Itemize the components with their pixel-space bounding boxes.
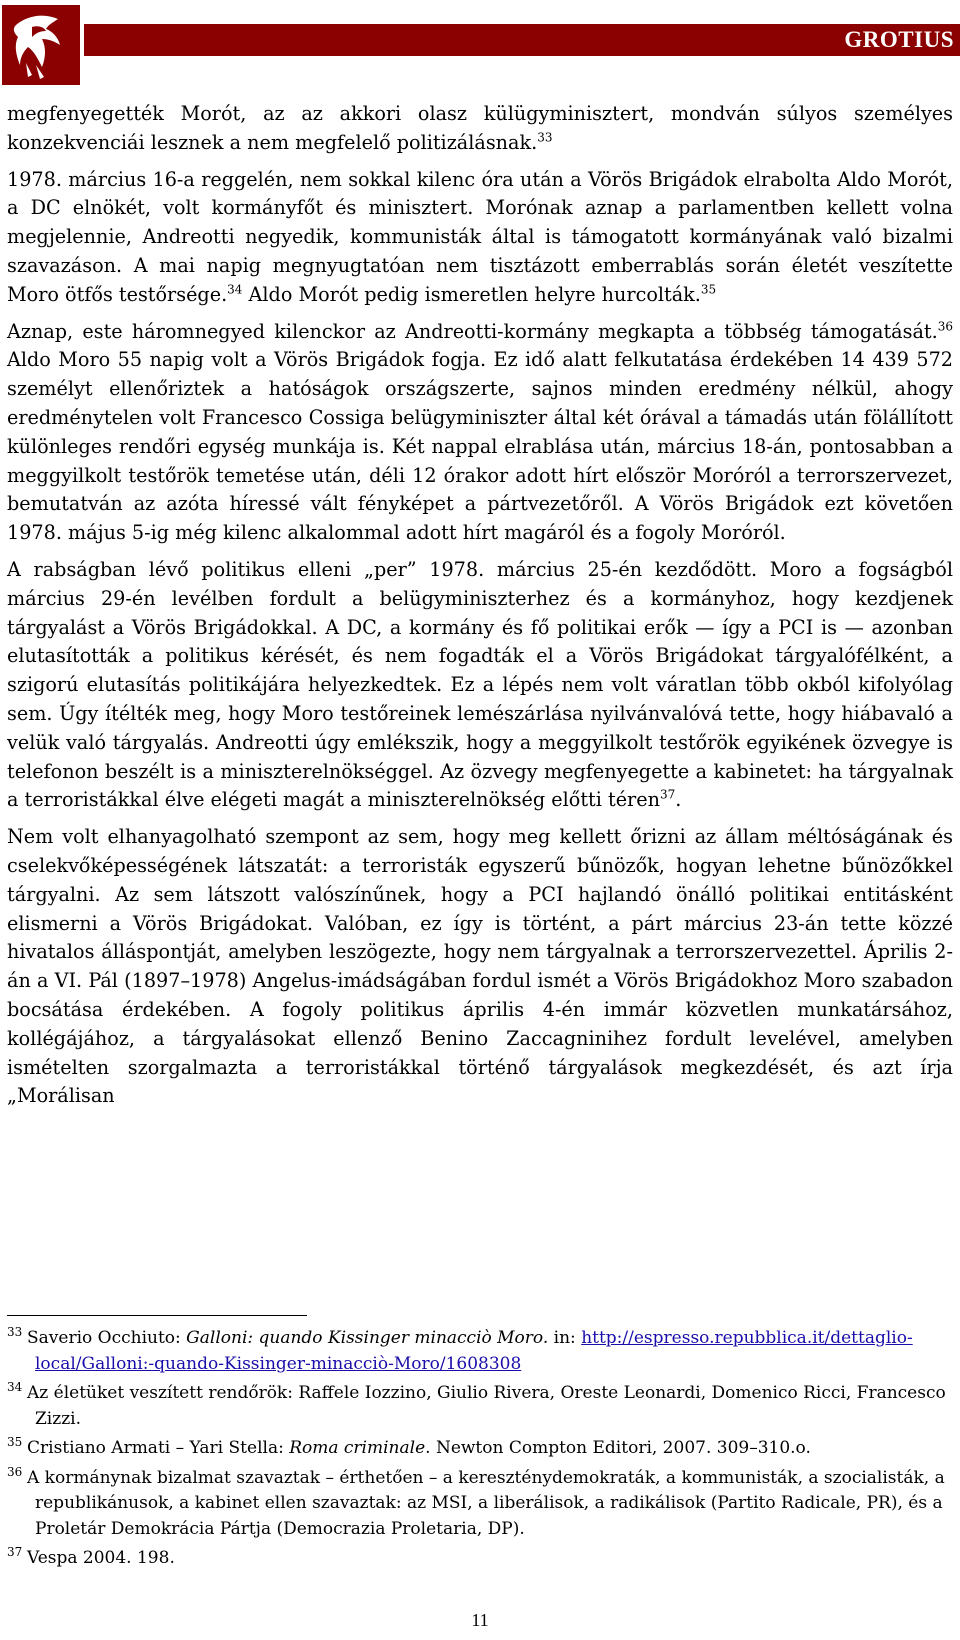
page-number: 11 <box>471 1610 489 1630</box>
footnote-title: Roma criminale <box>289 1438 426 1458</box>
footnote-ref[interactable]: 35 <box>700 282 717 297</box>
footnote-text: A kormánynak bizalmat szavaztak – érthetően – a kereszténydemokraták, a kommunisták, a szocialisták, a republikánusok, a kabinet ellen szavaztak: az MSI, a liberálisok, a radikálisok (Partito Radicale, PR), és a Proletár Demokrácia Pártja (Democrazia Proletaria, DP). <box>27 1467 945 1539</box>
journal-logo <box>2 5 80 85</box>
footnote-title: Galloni: quando Kissinger minacciò Moro. <box>186 1328 549 1348</box>
footnote-text: Vespa 2004. 198. <box>27 1548 175 1568</box>
footnote-text: in: <box>548 1328 582 1348</box>
footnote-link[interactable]: http://espresso.repubblica.it/dettaglio-local/Galloni:-quando-Kissinger-minacciò-Moro/1608308 <box>35 1328 913 1374</box>
footnote-ref[interactable]: 34 <box>227 282 243 297</box>
bird-emblem-icon <box>2 5 80 85</box>
paragraph-text: megfenyegették Morót, az az akkori olasz külügyminisztert, mondván súlyos személyes konzekvenciái lesznek a nem megfelelő politizálásnak. <box>7 102 953 154</box>
footnote: 37 Vespa 2004. 198. <box>7 1545 175 1568</box>
paragraph-text: Aldo Morót pedig ismeretlen helyre hurcolták. <box>242 282 701 306</box>
paragraph-text: A rabságban lévő politikus elleni „per” 1978. március 25-én kezdődött. Moro a fogságból március 29-én levélben fordult a belügyminiszterhez és a kormányhoz, hogy kezdjenek tárgyalást a Vörös Brigádokkal. A DC, a kormány és fő politikai erők — így a PCI is — azonban elutasították a politikus kérését, és nem fogadták el a Vörös Brigádokat tárgyalófélként, a szigorú elutasítás politikájára helyezkedtek. Ez a lépés nem volt váratlan több okból kifolyólag sem. Úgy ítélték meg, hogy Moro testőreinek lemészárlása nyilvánvalóvá tette, hogy hiábavaló a velük való tárgyalás. Andreotti úgy emlékszik, hogy a meggyilkolt testőrök egyikének özvegye is telefonon beszélt is a miniszterelnökséggel. Az özvegy megfenyegette a kabinetet: ha tárgyalnak a terroristákkal élve elégeti magát a miniszterelnökség előtti téren <box>7 557 953 812</box>
footnote-text: . Newton Compton Editori, 2007. 309–310.o. <box>425 1438 811 1458</box>
footnote-text: Cristiano Armati – Yari Stella: <box>27 1438 290 1458</box>
footnote-ref[interactable]: 33 <box>537 130 553 145</box>
footnote-separator <box>7 1315 307 1316</box>
article-body <box>7 100 953 1119</box>
paragraph-text: Aldo Moro 55 napig volt a Vörös Brigádok fogja. Ez idő alatt felkutatása érdekében 14 439 572 személyt ellenőriztek a hatóságok országszerte, sajnos minden eredmény nélkül, ahogy eredménytelen volt Francesco Cossiga belügyminiszter által két órával a támadás után fölállított különleges rendőri egység munkája is. Két nappal elrablása után, március 18-án, pontosabban a meggyilkolt testőrök temetése után, déli 12 órakor adott hírt először Moróról a terrorszervezet, bemutatván az azóta híressé vált fényképet a pártvezetőről. A Vörös Brigádok ezt követően 1978. május 5-ig még kilenc alkalommal adott hírt magáról és a fogoly Moróról. <box>7 348 953 545</box>
footnote-ref[interactable]: 37 <box>659 787 676 802</box>
journal-name: GROTIUS <box>844 27 954 52</box>
paragraph <box>7 823 953 1111</box>
paragraph <box>7 556 953 815</box>
paragraph-text: Nem volt elhanyagolható szempont az sem, hogy meg kellett őrizni az állam méltóságának és cselekvőképességének látszatát: a terroristák egyszerű bűnözők, hogyan lehetne bűnözőkkel tárgyalni. Az sem látszott valószínűnek, hogy a PCI hajlandó önálló politikai entitásként elismerni a Vörös Brigádokat. Valóban, ez így is történt, a párt március 23-án tette közzé hivatalos álláspontját, amelyben leszögezte, hogy nem tárgyalnak a terrorszervezettel. Április 2-án a VI. Pál (1897–1978) Angelus-imádságában fordul ismét a Vörös Brigádokhoz Moro szabadon bocsátása érdekében. A fogoly politikus április 4-én immár közvetlen munkatársához, kollégájához, a tárgyalásokat ellenző Benino Zaccagninihez fordult levelével, amelyben ismételten szorgalmazta a terroristákkal történő tárgyalások megkezdését, és azt írja „Morálisan <box>7 825 953 1108</box>
footnote: 33 Saverio Occhiuto: Galloni: quando Kissinger minacciò Moro. in: http://espresso.repubblica.it/dettaglio-local/Galloni:-quando-Kissinger-minacciò-Moro/1608308 <box>7 1325 913 1374</box>
paragraph-text: . <box>675 788 682 812</box>
header-bar <box>84 24 960 56</box>
paragraph-text: 1978. március 16-a reggelén, nem sokkal kilenc óra után a Vörös Brigádok elrabolta Aldo Morót, a DC elnökét, volt kormányfőt és minisztert. Morónak aznap a parlamentben kellett volna megjelennie, Andreotti negyedik, kommunisták által is támogatott kormányának való bizalmi szavazáson. A mai napig megnyugtatóan nem tisztázott emberrablás során életét veszítette Moro ötfős testőrsége. <box>7 167 953 306</box>
paragraph <box>7 166 953 310</box>
footnotes <box>7 1326 953 1576</box>
footnote: 34 Az életüket veszített rendőrök: Raffele Iozzino, Giulio Rivera, Oreste Leonardi, Domenico Ricci, Francesco Zizzi. <box>7 1380 946 1429</box>
footnote: 36 A kormánynak bizalmat szavaztak – érthetően – a kereszténydemokraták, a kommunisták, a szocialisták, a republikánusok, a kabinet ellen szavaztak: az MSI, a liberálisok, a radikálisok (Partito Radicale, PR), és a Proletár Demokrácia Pártja (Democrazia Proletaria, DP). <box>7 1464 945 1539</box>
footnote-ref[interactable]: 36 <box>937 319 953 334</box>
page-header <box>0 0 960 88</box>
paragraph <box>7 100 953 158</box>
footnote-text: Az életüket veszített rendőrök: Raffele Iozzino, Giulio Rivera, Oreste Leonardi, Domenico Ricci, Francesco Zizzi. <box>27 1383 946 1429</box>
paragraph-text: Aznap, este háromnegyed kilenckor az Andreotti-kormány megkapta a többség támogatását. <box>7 319 938 343</box>
footnote-text: Saverio Occhiuto: <box>27 1328 187 1348</box>
footnote: 35 Cristiano Armati – Yari Stella: Roma criminale. Newton Compton Editori, 2007. 309–310.o. <box>7 1435 811 1458</box>
paragraph <box>7 318 953 548</box>
